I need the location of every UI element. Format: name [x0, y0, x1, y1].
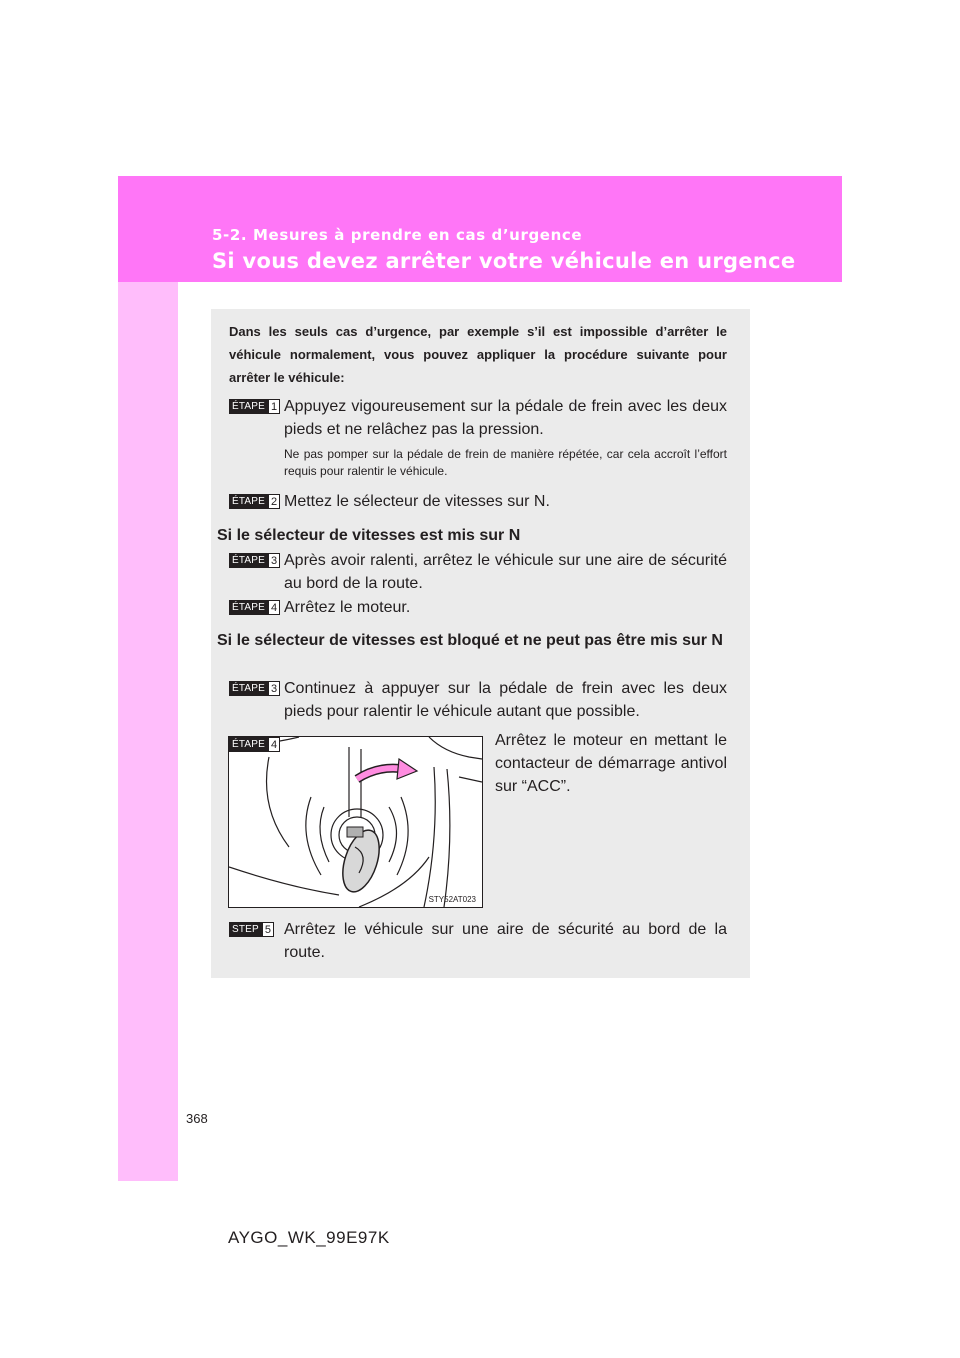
sub-heading: Si le sélecteur de vitesses est mis sur N [217, 527, 521, 544]
step-badge: ÉTAPE 4 [229, 600, 280, 615]
step-text: Appuyez vigoureusement sur la pédale de frein avec les deux pieds et ne relâchez pas la pression. [284, 398, 727, 438]
step-badge: ÉTAPE 3 [229, 681, 280, 696]
ignition-key-turn-icon [229, 737, 482, 907]
page-title: Si vous devez arrêter votre véhicule en urgence [212, 249, 796, 273]
step-note: Ne pas pomper sur la pédale de frein de manière répétée, car cela accroît l’effort requis pour ralentir le véhicule. [284, 447, 727, 478]
footer-code: AYGO_WK_99E97K [228, 1228, 390, 1247]
step-text: Après avoir ralenti, arrêtez le véhicule sur une aire de sécurité au bord de la route. [284, 552, 727, 592]
step-text: Arrêtez le véhicule sur une aire de sécurité au bord de la route. [284, 921, 727, 961]
illustration-code: STY52AT023 [428, 895, 476, 904]
step-badge: ÉTAPE 4 [229, 737, 280, 752]
chapter-side-tab [118, 282, 178, 1181]
intro-text: Dans les seuls cas d’urgence, par exemple s’il est impossible d’arrêter le véhicule normalement, vous pouvez appliquer la procédure suivante pour arrêter le véhicule: [229, 324, 727, 385]
step-text: Mettez le sélecteur de vitesses sur N. [284, 493, 550, 510]
section-label: 5-2. Mesures à prendre en cas d’urgence [212, 226, 583, 244]
ignition-illustration [228, 736, 483, 908]
step-badge: STEP 5 [229, 922, 274, 937]
step-text: Continuez à appuyer sur la pédale de frein avec les deux pieds pour ralentir le véhicule autant que possible. [284, 680, 727, 720]
procedure-box [211, 309, 750, 978]
step-badge: ÉTAPE 3 [229, 553, 280, 568]
step-badge: ÉTAPE 1 [229, 399, 280, 414]
step-text: Arrêtez le moteur. [284, 599, 411, 616]
sub-heading: Si le sélecteur de vitesses est bloqué et ne peut pas être mis sur N [217, 632, 723, 649]
page-number: 368 [186, 1111, 208, 1126]
step-badge: ÉTAPE 2 [229, 494, 280, 509]
step-text: Arrêtez le moteur en mettant le contacteur de démarrage antivol sur “ACC”. [495, 732, 727, 795]
